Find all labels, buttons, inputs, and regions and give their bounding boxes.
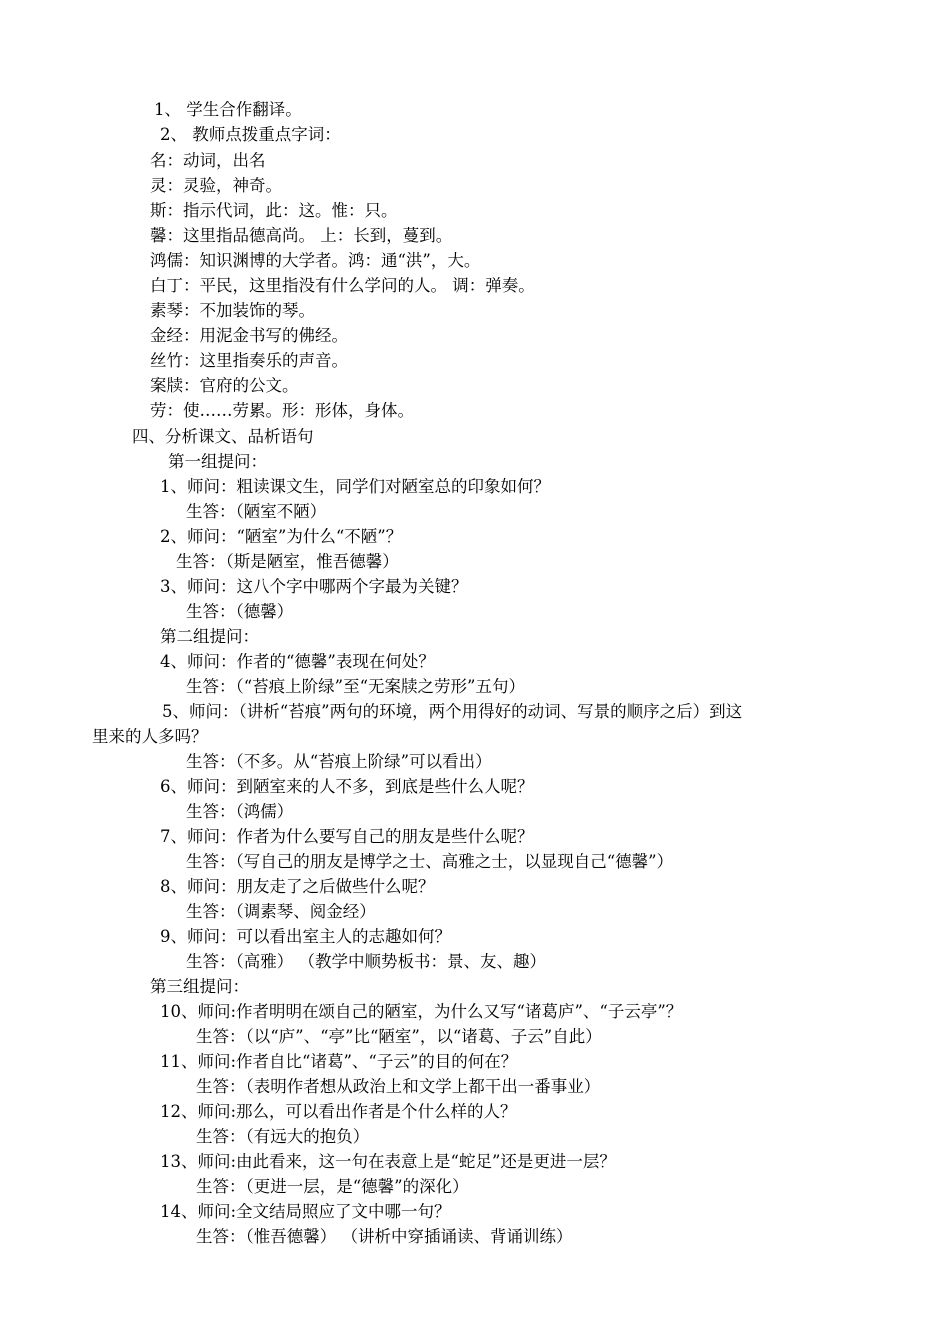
question-6: 6、师问：到陋室来的人不多，到底是些什么人呢？ xyxy=(160,777,534,796)
gloss-xin: 馨：这里指品德高尚。 上：长到，蔓到。 xyxy=(150,226,453,245)
answer-7: 生答：（写自己的朋友是博学之士、高雅之士，以显现自己“德馨”） xyxy=(186,852,674,871)
question-5-continued: 里来的人多吗？ xyxy=(92,727,208,746)
answer-12: 生答：（有远大的抱负） xyxy=(196,1127,370,1146)
gloss-hongru: 鸿儒：知识渊博的大学者。鸿：通“洪”，大。 xyxy=(150,251,481,270)
gloss-sizhu: 丝竹：这里指奏乐的声音。 xyxy=(150,351,348,370)
question-14: 14、师问:全文结局照应了文中哪一句？ xyxy=(160,1202,451,1221)
question-1: 1、师问：粗读课文生，同学们对陋室总的印象如何？ xyxy=(160,477,550,496)
answer-14: 生答：（惟吾德馨） （讲析中穿插诵读、背诵训练） xyxy=(196,1227,573,1246)
question-8: 8、师问：朋友走了之后做些什么呢？ xyxy=(160,877,435,896)
answer-8: 生答：（调素琴、阅金经） xyxy=(186,902,376,921)
gloss-suqin: 素琴：不加装饰的琴。 xyxy=(150,301,315,320)
question-2: 2、师问：“陋室”为什么“不陋”？ xyxy=(160,527,403,546)
section-heading: 四、分析课文、品析语句 xyxy=(132,427,314,446)
question-11: 11、师问:作者自比“诸葛”、“子云”的目的何在？ xyxy=(160,1052,518,1071)
answer-11: 生答：（表明作者想从政治上和文学上都干出一番事业） xyxy=(196,1077,601,1096)
answer-10: 生答：（以“庐”、“亭”比“陋室”，以“诸葛、子云”自此） xyxy=(196,1027,602,1046)
question-12: 12、师问:那么，可以看出作者是个什么样的人？ xyxy=(160,1102,517,1121)
gloss-lao: 劳：使……劳累。形：形体，身体。 xyxy=(150,401,414,420)
answer-6: 生答：（鸿儒） xyxy=(186,802,294,821)
gloss-ming: 名：动词，出名 xyxy=(150,151,266,170)
question-9: 9、师问：可以看出室主人的志趣如何？ xyxy=(160,927,451,946)
group-heading-3: 第三组提问： xyxy=(150,977,249,996)
gloss-si: 斯：指示代词，此：这。惟：只。 xyxy=(150,201,398,220)
question-4: 4、师问：作者的“德馨”表现在何处？ xyxy=(160,652,435,671)
gloss-andu: 案牍：官府的公文。 xyxy=(150,376,299,395)
answer-4: 生答：（“苔痕上阶绿”至“无案牍之劳形”五句） xyxy=(186,677,525,696)
answer-5: 生答：（不多。从“苔痕上阶绿”可以看出） xyxy=(186,752,492,771)
group-heading-1: 第一组提问： xyxy=(168,452,267,471)
gloss-baiding: 白丁：平民，这里指没有什么学问的人。 调：弹奏。 xyxy=(150,276,535,295)
question-10: 10、师问:作者明明在颂自己的陋室，为什么又写“诸葛庐”、“子云亭”？ xyxy=(160,1002,683,1021)
question-13: 13、师问:由此看来，这一句在表意上是“蛇足”还是更进一层？ xyxy=(160,1152,616,1171)
list-item-2: 2、 教师点拨重点字词： xyxy=(160,125,341,144)
answer-2: 生答：（斯是陋室，惟吾德馨） xyxy=(176,552,399,571)
answer-3: 生答：（德馨） xyxy=(186,602,294,621)
answer-1: 生答：（陋室不陋） xyxy=(186,502,327,521)
gloss-ling: 灵：灵验，神奇。 xyxy=(150,176,282,195)
answer-9: 生答：（高雅） （教学中顺势板书：景、友、趣） xyxy=(186,952,546,971)
question-7: 7、师问：作者为什么要写自己的朋友是些什么呢？ xyxy=(160,827,534,846)
question-3: 3、师问：这八个字中哪两个字最为关键？ xyxy=(160,577,468,596)
question-5: 5、师问：（讲析“苔痕”两句的环境，两个用得好的动词、写景的顺序之后）到这 xyxy=(162,702,743,721)
answer-13: 生答：（更进一层，是“德馨”的深化） xyxy=(196,1177,469,1196)
list-item-1: 1、 学生合作翻译。 xyxy=(154,100,302,119)
gloss-jinjing: 金经：用泥金书写的佛经。 xyxy=(150,326,348,345)
group-heading-2: 第二组提问： xyxy=(160,627,259,646)
